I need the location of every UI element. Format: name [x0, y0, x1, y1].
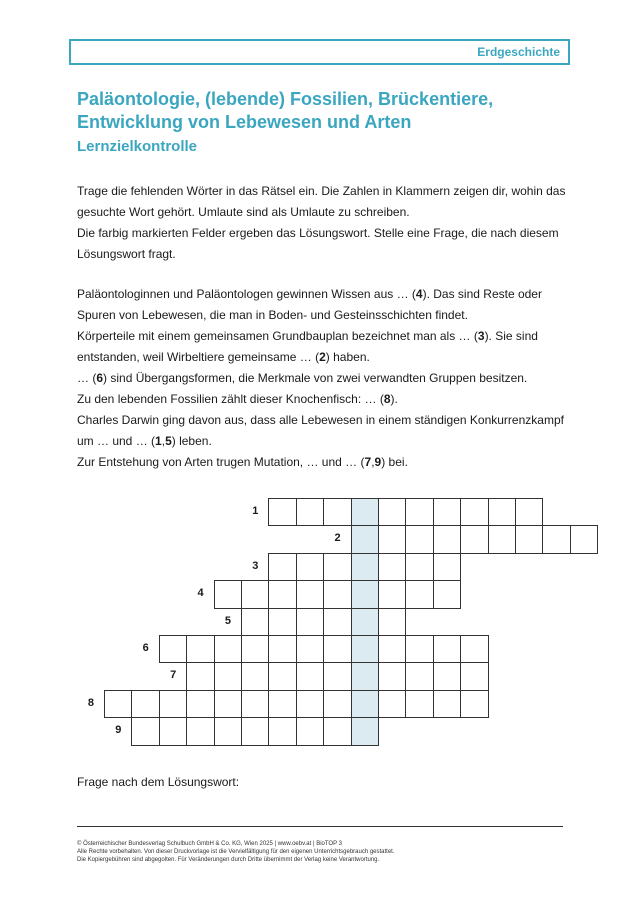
crossword-cell[interactable] [131, 690, 159, 718]
crossword-cell[interactable] [296, 635, 324, 663]
crossword-cell[interactable] [460, 662, 488, 690]
question-label: Frage nach dem Lösungswort: [77, 775, 240, 789]
intro-line: Die farbig markierten Felder ergeben das Lösungswort. Stelle eine Frage, die nach diesem [77, 226, 559, 240]
clue-7-9: Zur Entstehung von Arten trugen Mutation, … und … (7,9) bei. [77, 455, 408, 469]
crossword-cell[interactable] [405, 580, 433, 608]
crossword-cell[interactable] [542, 525, 570, 553]
footer-line: © Österreichischer Bundesverlag Schulbuch GmbH & Co. KG, Wien 2025 | www.oebv.at | BioTOP 3 [77, 841, 342, 847]
crossword-cell[interactable] [405, 690, 433, 718]
crossword-cell[interactable] [460, 525, 488, 553]
solution-cell[interactable] [351, 690, 379, 718]
crossword-cell[interactable] [296, 498, 324, 526]
crossword-cell[interactable] [268, 690, 296, 718]
crossword-cell[interactable] [241, 608, 269, 636]
crossword-cell[interactable] [323, 662, 351, 690]
footer-line: Alle Rechte vorbehalten. Von dieser Druckvorlage ist die Vervielfältigung für den eigenen Unterrichtsgebrauch gestattet. [77, 849, 395, 855]
title-line-1: Paläontologie, (lebende) Fossilien, Brückentiere, [77, 89, 494, 109]
crossword-cell[interactable] [488, 525, 516, 553]
crossword-cell[interactable] [214, 635, 242, 663]
page-subtitle: Lernzielkontrolle [77, 138, 198, 155]
title-line-2: Entwicklung von Lebewesen und Arten [77, 112, 412, 132]
solution-cell[interactable] [351, 553, 379, 581]
crossword-cell[interactable] [159, 690, 187, 718]
clue-1-5: Charles Darwin ging davon aus, dass alle Lebewesen in einem ständigen Konkurrenzkampf um … und … (1,5) leben. [77, 413, 564, 448]
crossword-cell[interactable] [186, 635, 214, 663]
crossword-cell[interactable] [323, 580, 351, 608]
crossword-cell[interactable] [323, 553, 351, 581]
crossword-cell[interactable] [214, 690, 242, 718]
crossword-cell[interactable] [186, 690, 214, 718]
crossword-cell[interactable] [296, 580, 324, 608]
crossword-cell[interactable] [214, 580, 242, 608]
solution-cell[interactable] [351, 608, 379, 636]
crossword-cell[interactable] [378, 635, 406, 663]
crossword-cell[interactable] [296, 717, 324, 745]
solution-cell[interactable] [351, 717, 379, 745]
crossword-cell[interactable] [378, 580, 406, 608]
crossword-cell[interactable] [460, 690, 488, 718]
clue-number-9: 9 [115, 724, 122, 737]
crossword-cell[interactable] [405, 635, 433, 663]
clue-number-1: 1 [252, 505, 259, 517]
crossword-cell[interactable] [214, 717, 242, 745]
footer-line: Die Kopiergebühren sind abgegolten. Für Veränderungen durch Dritte übernimmt der Verlag keine Verantwortung. [77, 857, 380, 863]
crossword-cell[interactable] [268, 498, 296, 526]
crossword-cell[interactable] [378, 525, 406, 553]
crossword-cell[interactable] [268, 635, 296, 663]
crossword-cell[interactable] [433, 525, 461, 553]
crossword-cell[interactable] [214, 662, 242, 690]
crossword-cell[interactable] [405, 498, 433, 526]
crossword-cell[interactable] [378, 690, 406, 718]
intro-line: Lösungswort fragt. [77, 247, 176, 261]
crossword-cell[interactable] [241, 717, 269, 745]
crossword-cell[interactable] [296, 690, 324, 718]
clue-number-3: 3 [252, 559, 259, 572]
solution-cell[interactable] [351, 498, 379, 526]
crossword-cell[interactable] [515, 498, 543, 526]
crossword-cell[interactable] [405, 525, 433, 553]
crossword-cell[interactable] [460, 635, 488, 663]
crossword-cell[interactable] [159, 635, 187, 663]
crossword-cell[interactable] [488, 498, 516, 526]
crossword-cell[interactable] [323, 717, 351, 745]
crossword-cell[interactable] [186, 662, 214, 690]
clue-number-7: 7 [170, 669, 177, 682]
crossword-cell[interactable] [433, 690, 461, 718]
crossword-cell[interactable] [378, 608, 406, 636]
crossword-cell[interactable] [131, 717, 159, 745]
crossword-cell[interactable] [241, 662, 269, 690]
solution-cell[interactable] [351, 525, 379, 553]
crossword-cell[interactable] [186, 717, 214, 745]
footer-divider [77, 826, 563, 827]
crossword-cell[interactable] [378, 553, 406, 581]
crossword-cell[interactable] [433, 635, 461, 663]
clue-number-6: 6 [142, 642, 149, 654]
crossword-cell[interactable] [405, 553, 433, 581]
solution-cell[interactable] [351, 580, 379, 608]
crossword-cell[interactable] [433, 553, 461, 581]
footer [77, 840, 577, 864]
crossword-cell[interactable] [268, 580, 296, 608]
crossword-cell[interactable] [296, 553, 324, 581]
crossword-cell[interactable] [378, 498, 406, 526]
crossword-cell[interactable] [570, 525, 598, 553]
crossword-cell[interactable] [323, 608, 351, 636]
crossword-cell[interactable] [241, 580, 269, 608]
header-box [69, 39, 570, 65]
page-title [77, 88, 557, 134]
clues [77, 284, 567, 473]
crossword-cell[interactable] [323, 635, 351, 663]
crossword-cell[interactable] [323, 690, 351, 718]
intro-line: gesuchte Wort gehört. Umlaute sind als Umlaute zu schreiben. [77, 205, 410, 219]
clue-8: Zu den lebenden Fossilien zählt dieser Knochenfisch: … (8). [77, 392, 398, 406]
crossword-cell[interactable] [241, 690, 269, 718]
crossword-cell[interactable] [241, 635, 269, 663]
crossword-cell[interactable] [268, 608, 296, 636]
crossword-cell[interactable] [296, 608, 324, 636]
crossword-cell[interactable] [460, 498, 488, 526]
clue-number-8: 8 [87, 696, 94, 709]
clue-6: … (6) sind Übergangsformen, die Merkmale von zwei verwandten Gruppen besitzen. [77, 371, 528, 385]
crossword-cell[interactable] [159, 717, 187, 745]
crossword-cell[interactable] [405, 662, 433, 690]
clue-number-2: 2 [334, 532, 341, 545]
instructions [77, 181, 567, 265]
solution-cell[interactable] [351, 662, 379, 690]
clue-number-4: 4 [197, 587, 204, 600]
solution-cell[interactable] [351, 635, 379, 663]
category-label: Erdgeschichte [477, 45, 560, 59]
crossword-cell[interactable] [296, 662, 324, 690]
crossword-cell[interactable] [323, 498, 351, 526]
crossword-cell[interactable] [433, 662, 461, 690]
crossword-cell[interactable] [433, 580, 461, 608]
crossword-cell[interactable] [433, 498, 461, 526]
crossword-cell[interactable] [104, 690, 132, 718]
clue-3-2: Körperteile mit einem gemeinsamen Grundbauplan bezeichnet man als … (3). Sie sind entstanden, weil Wirbeltiere gemeinsame … (2) haben. [77, 329, 538, 364]
crossword-cell[interactable] [378, 662, 406, 690]
intro-line: Trage die fehlenden Wörter in das Rätsel ein. Die Zahlen in Klammern zeigen dir, wohin das [77, 184, 566, 198]
crossword-cell[interactable] [268, 717, 296, 745]
crossword-cell[interactable] [515, 525, 543, 553]
crossword-cell[interactable] [268, 553, 296, 581]
crossword-cell[interactable] [268, 662, 296, 690]
clue-number-5: 5 [224, 614, 231, 627]
clue-4: Paläontologinnen und Paläontologen gewinnen Wissen aus … (4). Das sind Reste oder Spuren von Lebewesen, die man in Boden- und Gesteinsschichten findet. [77, 287, 542, 322]
